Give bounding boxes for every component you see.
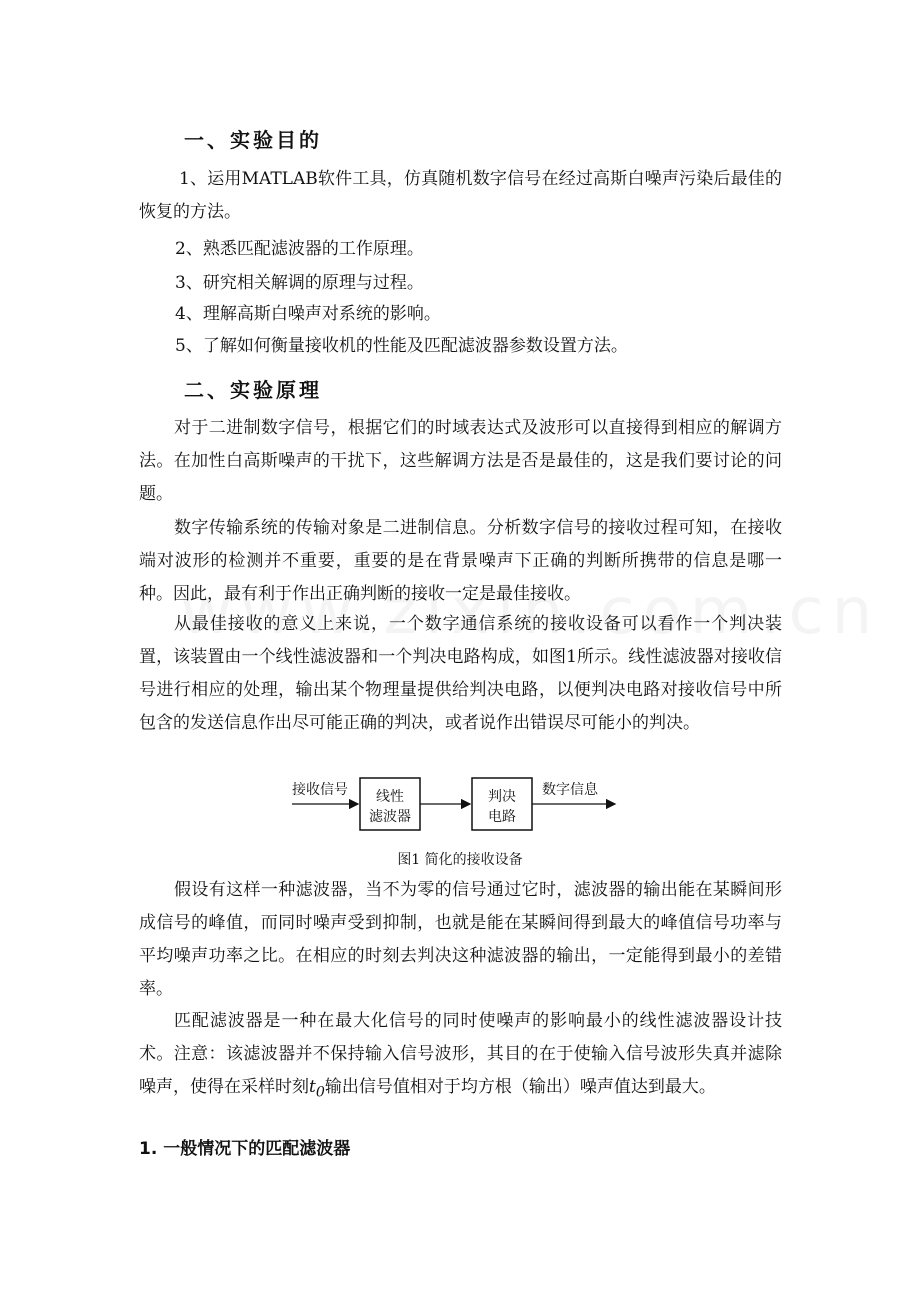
matched-filter-text-after: 输出信号值相对于均方根（输出）噪声值达到最大。 — [324, 1077, 716, 1097]
principle-paragraph-3: 从最佳接收的意义上来说，一个数字通信系统的接收设备可以看作一个判决装置，该装置由一个线性滤波器和一个判决电路构成，如图1所示。线性滤波器对接收信号进行相应的处理，输出某个物理量提供给判决电路，以便判决电路对接收信号中所包含的发送信息作出尽可能正确的判决，或者说作出错误尽可能小的判决。 — [139, 614, 782, 733]
decision-circuit-label-2: 电路 — [488, 809, 516, 825]
input-signal-label: 接收信号 — [292, 782, 348, 798]
t-letter: t — [309, 1077, 316, 1097]
principle-paragraph-1: 对于二进制数字信号，根据它们的时域表达式及波形可以直接得到相应的解调方法。在加性白高斯噪声的干扰下，这些解调方法是否是最佳的，这是我们要讨论的问题。 — [139, 418, 782, 504]
objective-item-2: 2、熟悉匹配滤波器的工作原理。 — [175, 239, 424, 259]
section-2-title: 二、实验原理 — [184, 378, 322, 402]
linear-filter-label-2: 滤波器 — [369, 809, 411, 825]
digital-info-label: 数字信息 — [542, 782, 598, 798]
objective-item-1: 1、运用MATLAB软件工具，仿真随机数字信号在经过高斯白噪声污染后最佳的恢复的方法。 — [139, 169, 782, 222]
t0-symbol — [309, 1077, 325, 1101]
figure-caption: 图1 简化的接收设备 — [397, 852, 523, 868]
principle-paragraph-4: 假设有这样一种滤波器，当不为零的信号通过它时，滤波器的输出能在某瞬间形成信号的峰值，而同时噪声受到抑制，也就是能在某瞬间得到最大的峰值信号功率与平均噪声功率之比。在相应的时刻去判决这种滤波器的输出，一定能得到最小的差错率。 — [139, 880, 782, 999]
subheading-general-matched-filter: 1. 一般情况下的匹配滤波器 — [139, 1139, 351, 1159]
objective-item-3: 3、研究相关解调的原理与过程。 — [175, 273, 424, 293]
decision-circuit-label-1: 判决 — [488, 789, 516, 805]
linear-filter-label-1: 线性 — [376, 789, 404, 805]
matched-filter-text-before: 匹配滤波器是一种在最大化信号的同时使噪声的影响最小的线性滤波器设计技术。注意：该滤波器并不保持输入信号波形，其目的在于使输入信号波形失真并滤除噪声，使得在采样时刻 — [139, 1011, 782, 1097]
section-1-title: 一、实验目的 — [184, 128, 322, 152]
objective-item-5: 5、了解如何衡量接收机的性能及匹配滤波器参数设置方法。 — [175, 336, 628, 356]
receiver-block-diagram — [280, 770, 640, 840]
objective-item-4: 4、理解高斯白噪声对系统的影响。 — [175, 304, 441, 324]
matched-filter-paragraph — [139, 1005, 782, 1109]
principle-paragraph-2: 数字传输系统的传输对象是二进制信息。分析数字信号的接收过程可知，在接收端对波形的检测并不重要，重要的是在背景噪声下正确的判断所携带的信息是哪一种。因此，最有利于作出正确判断的接收一定是最佳接收。 — [139, 518, 782, 604]
t-subscript: 0 — [315, 1084, 325, 1101]
